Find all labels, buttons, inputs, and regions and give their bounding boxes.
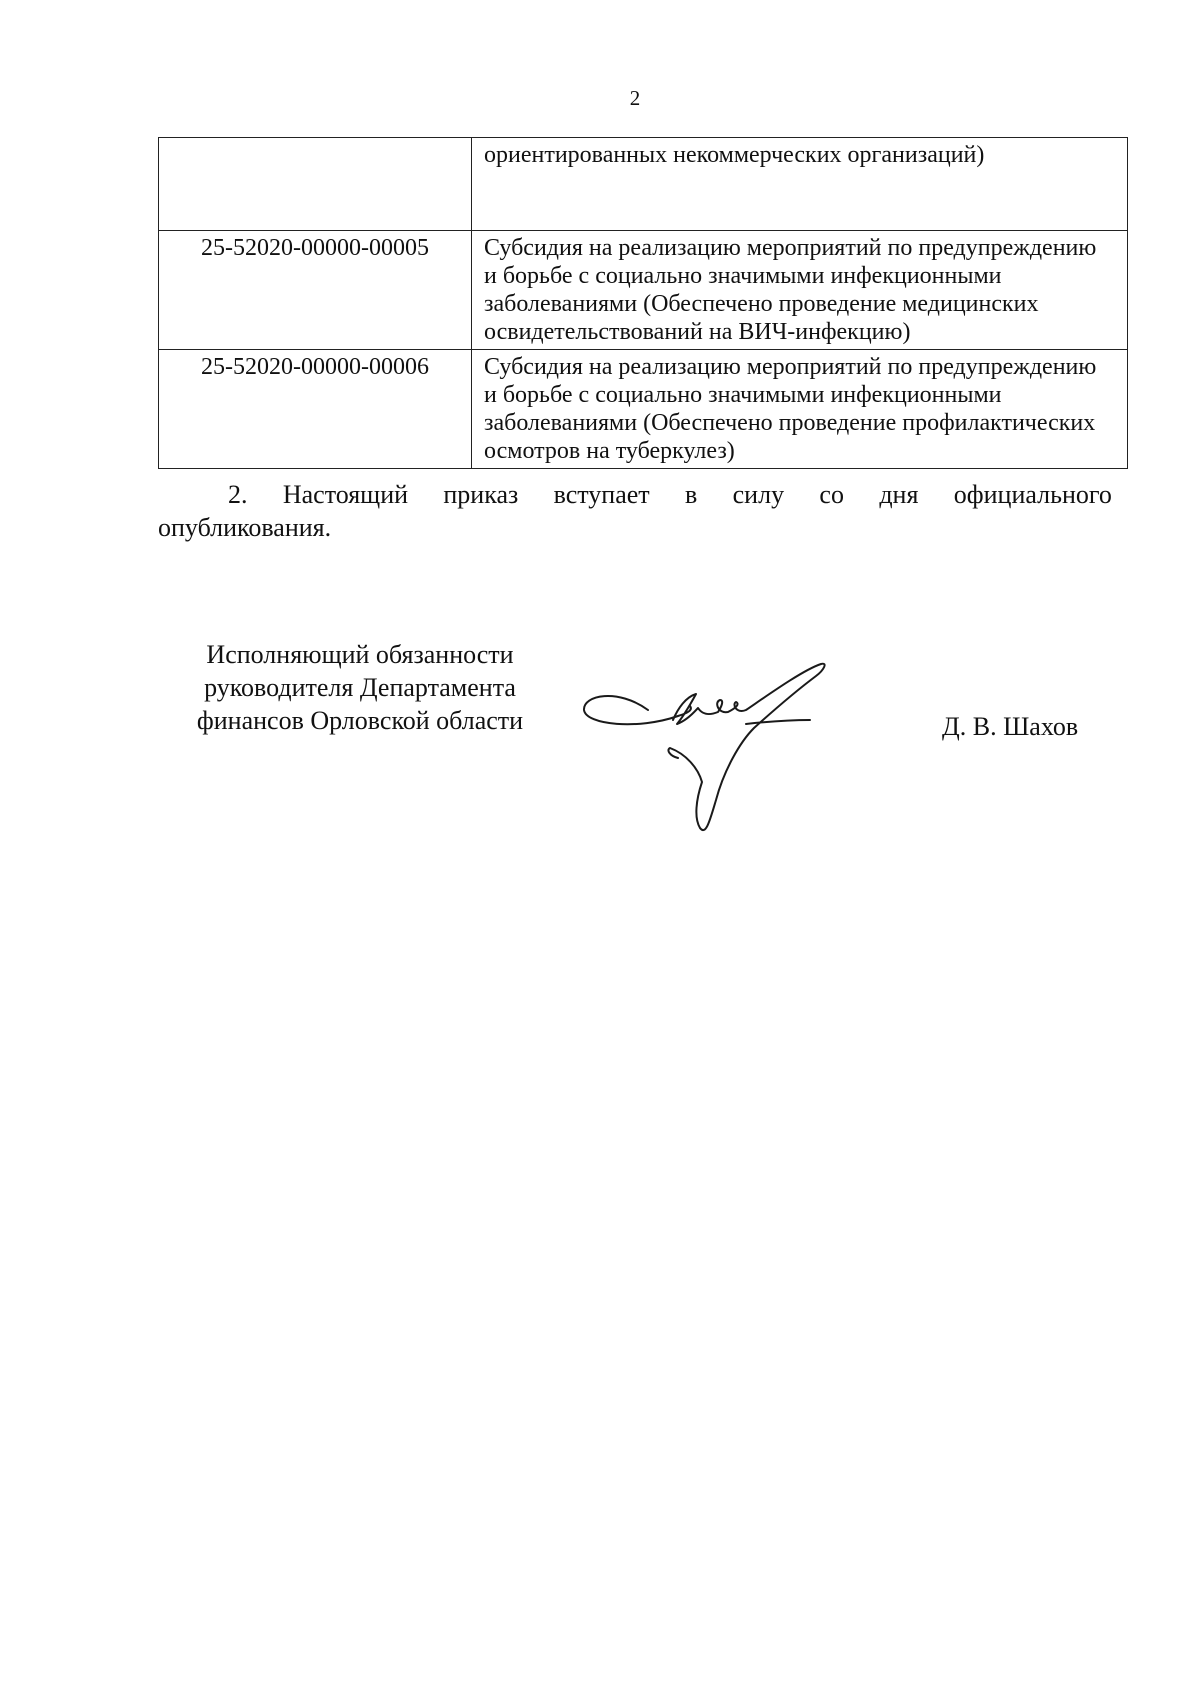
clause-word: в xyxy=(685,480,698,509)
table-cell-description xyxy=(472,138,1128,231)
table-cell-code: 25-52020-00000-00006 xyxy=(159,350,472,469)
description-line: заболеваниями (Обеспечено проведение медицинских xyxy=(484,291,1039,317)
table-cell-description xyxy=(472,350,1128,469)
signature-icon xyxy=(578,650,878,850)
position-line: Исполняющий обязанности xyxy=(206,640,514,669)
clause-word: дня xyxy=(879,480,919,509)
clause-line: опубликования. xyxy=(158,513,332,542)
description-line: Субсидия на реализацию мероприятий по предупреждению xyxy=(484,235,1097,261)
description-line: Субсидия на реализацию мероприятий по предупреждению xyxy=(484,354,1097,380)
table-row xyxy=(159,138,1128,231)
signer-name: Д. В. Шахов xyxy=(942,712,1079,741)
table-cell-code xyxy=(159,138,472,231)
clause-word: официального xyxy=(953,480,1112,509)
clause-word: силу xyxy=(732,480,785,509)
description-line: и борьбе с социально значимыми инфекционными xyxy=(484,263,1002,289)
description-line: освидетельствований на ВИЧ-инфекцию) xyxy=(484,319,911,345)
table-row xyxy=(159,350,1128,469)
clause-word: вступает xyxy=(553,480,650,509)
description-line: ориентированных некоммерческих организаций) xyxy=(484,142,985,168)
clause-word: приказ xyxy=(443,480,519,509)
subsidy-codes-table xyxy=(158,137,1128,469)
signatory-position xyxy=(150,638,570,737)
description-line: и борьбе с социально значимыми инфекционными xyxy=(484,382,1002,408)
clause-word: Настоящий xyxy=(282,480,409,509)
clause-line xyxy=(158,478,1112,511)
clause-paragraph xyxy=(158,478,1112,544)
position-line: руководителя Департамента xyxy=(204,673,516,702)
table-cell-description xyxy=(472,231,1128,350)
description-line: осмотров на туберкулез) xyxy=(484,438,735,464)
page-number: 2 xyxy=(629,86,641,110)
position-line: финансов Орловской области xyxy=(196,706,524,735)
description-line: заболеваниями (Обеспечено проведение профилактических xyxy=(484,410,1096,436)
clause-word: со xyxy=(819,480,844,509)
clause-word: 2. xyxy=(228,480,248,509)
table-row xyxy=(159,231,1128,350)
table-cell-code: 25-52020-00000-00005 xyxy=(159,231,472,350)
